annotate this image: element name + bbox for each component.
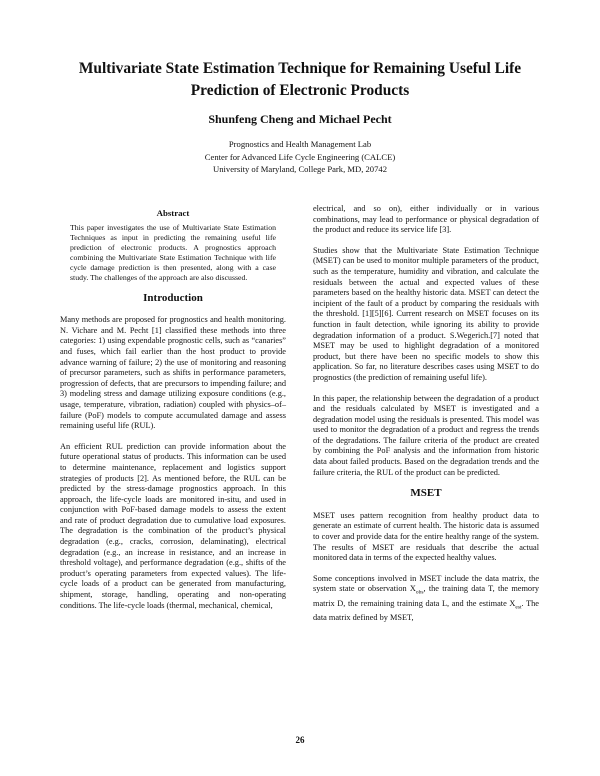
abstract-heading: Abstract xyxy=(156,208,190,218)
left-column xyxy=(60,204,286,621)
paragraph: An efficient RUL prediction can provide information about the future operational status of products. This information can be used to determine maintenance, replacement and logistics support strategies of products [2]. As mentioned before, the RUL can be predicted by the stress-damage prognostics approach. In this approach, the life-cycle loads are monitored in-situ, and used in conjunction with PoF-based damage models to assess the extent and rate of product degradation due to cumulative load exposures. The degradation is the combination of the product’s physical degradation (e.g., cracks, corrosion, delaminating), electrical degradation (e.g., an increase in resistance, and an increase in threshold voltage), and performance degradation (e.g., shifts of the product’s operating parameters from expected values). The life-cycle loads of a product can be generated from manufacturing, shipment, storage, handling, operating and non-operating conditions. The life-cycle loads (thermal, mechanical, chemical, xyxy=(60,441,286,610)
affiliation-line: Prognostics and Health Management Lab xyxy=(228,139,372,149)
text-run: . The data matrix defined by MSET, xyxy=(313,598,539,622)
mset-heading: MSET xyxy=(410,487,442,500)
subscript: obs xyxy=(415,590,424,597)
affiliation xyxy=(0,138,600,176)
paper-title: Multivariate State Estimation Technique for Remaining Useful Life Prediction of Electronic Products xyxy=(78,60,522,99)
paragraph: Many methods are proposed for prognostics and health monitoring. N. Vichare and M. Pecht [1] classified these methods into three categories: 1) using expendable prognostic cells, such as “canaries” and fuses, which fail earlier than the host product to provide advance warning of failure; 2) the use of monitoring and reasoning of precursor parameters, such as shifts in performance parameters, progression of defects, that are precursors to impending failure; and 3) modeling stress and damage utilizing exposure conditions (e.g., usage, temperature, vibration, radiation) coupled with physics–of–failure (PoF) models to compute accumulated damage and assess remaining useful life (RUL). xyxy=(60,315,286,431)
paragraph: MSET uses pattern recognition from healthy product data to generate an estimate of current health. The historic data is assumed to cover and provide data for the entire healthy range of the system. The results of MSET are residuals that describe the actual monitored data in terms of the expected healthy values. xyxy=(313,510,539,563)
paragraph: electrical, and so on), either individually or in various combinations, may lead to performance or physical degradation of the product and reduce its service life [3]. xyxy=(313,204,539,235)
paragraph xyxy=(313,574,539,624)
paragraph: Studies show that the Multivariate State Estimation Technique (MSET) can be used to monitor multiple parameters of the product, such as the temperature, humidity and vibration, and calculate the residuals between the actual and expected values of these parameters based on the healthy historic data. MSET can detect the incipient of the fault of a product by comparing the residuals with the threshold. [1][5][6]. Current research on MSET focuses on its function in fault detection, while ignoring its ability to provide degradation information of a product. S.Wegerich.[7] noted that MSET may be used to highlight degradation of a monitored product, but there have been no specific models to show this application. So far, no literature describes cases using MSET to do prognostics (the prediction of remaining useful life). xyxy=(313,245,539,382)
subscript: est xyxy=(515,604,522,611)
affiliation-line: Center for Advanced Life Cycle Engineering (CALCE) xyxy=(204,151,396,162)
right-column xyxy=(313,204,539,634)
page-number: 26 xyxy=(295,735,305,745)
introduction-heading: Introduction xyxy=(143,291,203,304)
abstract-text: This paper investigates the use of Multivariate State Estimation Techniques as input in predicting the remaining useful life prediction of electronic products. A prognostics approach combining the Multivariate State Estimation Technique with life cycle damage prediction is then presented, along with a case study. The challenges of the approach are also discussed. xyxy=(70,222,276,282)
paragraph: In this paper, the relationship between the degradation of a product and the residuals calculated by MSET is investigated and a degradation model using the residuals is presented. This model was used to monitor the degradation of a product and regress the trends of the degradations. The failure criteria of the product are created by combining the PoF analysis and the information from historic data about failed products. Based on the degradation trends and the failure criteria, the RUL of the product can be predicted. xyxy=(313,393,539,477)
affiliation-line: University of Maryland, College Park, MD, 20742 xyxy=(213,164,387,175)
authors: Shunfeng Cheng and Michael Pecht xyxy=(208,112,392,126)
text-run: Some conceptions involved in MSET include the data matrix, the system state or observation X xyxy=(313,573,539,594)
text-run: , the training data T, the memory matrix D, the remaining training data L, and the estimate X xyxy=(313,584,539,608)
